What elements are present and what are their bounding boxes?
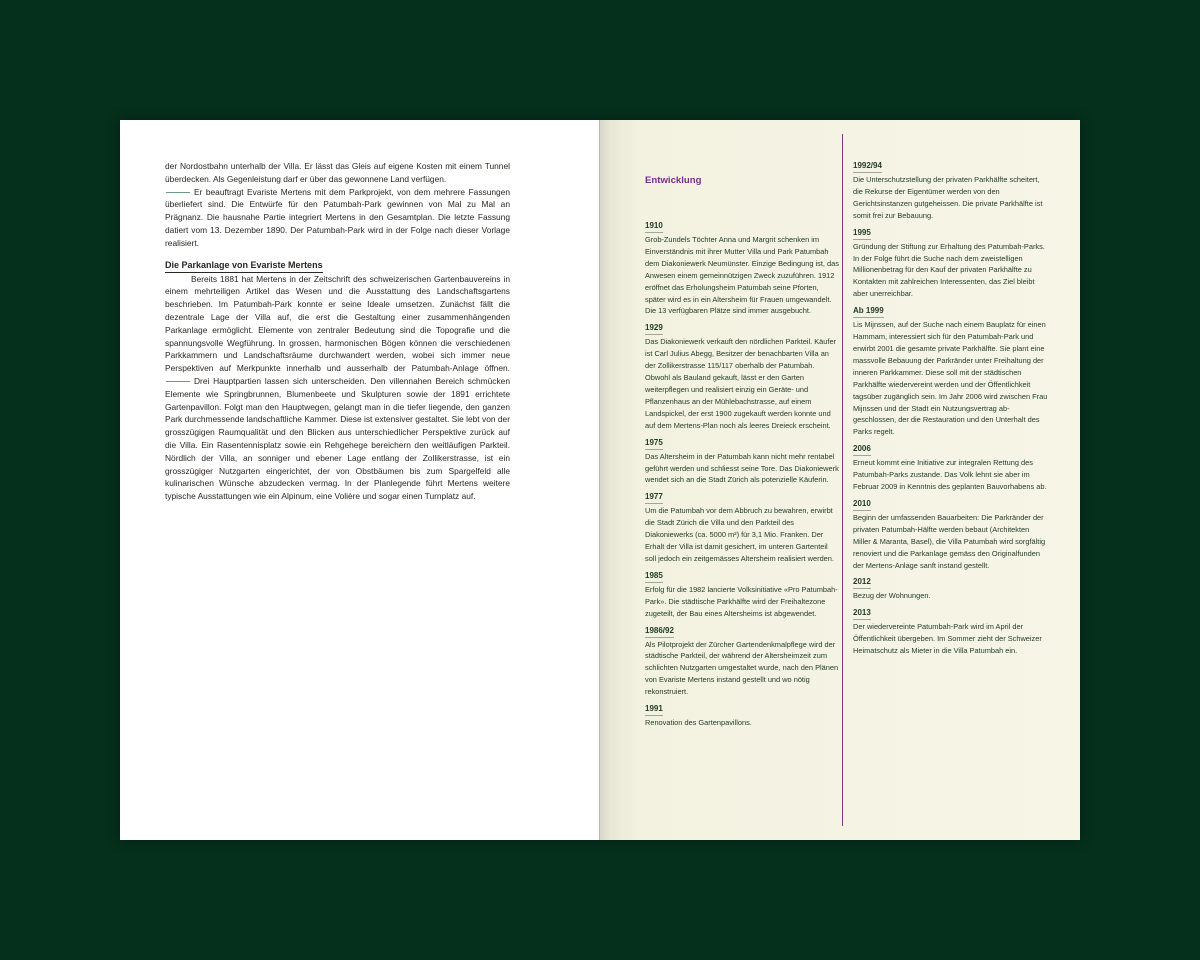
timeline-year: 1929 bbox=[645, 322, 663, 335]
timeline-year: 1975 bbox=[645, 437, 663, 450]
timeline-year: Ab 1999 bbox=[853, 305, 884, 318]
timeline-text: Renovation des Gartenpavillons. bbox=[645, 718, 752, 728]
left-page bbox=[120, 120, 600, 840]
timeline-text: Der wiedervereinte Patumbah-Park wird im April der Öffentlichkeit übergeben. Im Sommer zieht der Schweizer Heimatschutz als Mieter in die Villa Patumbah ein. bbox=[853, 622, 1042, 656]
paragraph-2-part-1: Bereits 1881 hat Mertens in der Zeitschrift des schweizerischen Gartenbauvereins in einem mehrteiligen Artikel das Wesen und die Ausstattung des Landschaftsgartens beschrieben. Im Patumbah-Park konnte er seine Ideale umsetzen. Zunächst fällt die dezentrale Lage der Villa auf, die erst die Gestaltung einer zusammenhängenden Parkanlage ermöglicht. Elemente von zentraler Bedeutung sind die Topografie und die spannungsvolle Wegführung. In grossen, harmonischen Bögen können die verschiedenen Parkkammern und Landschaftsräume durchwandert werden, wobei sich immer neue Perspektiven auf Merkpunkte innerhalb und ausserhalb der Patumbah-Anlage öffnen. bbox=[165, 273, 510, 374]
timeline-entry bbox=[853, 227, 1048, 301]
timeline-year: 1986/92 bbox=[645, 625, 674, 638]
timeline-text: Das Diakoniewerk verkauft den nördlichen Parkteil. Käufer ist Carl Julius Abegg, Besitzer der benachbarten Villa an der Zollikerstrasse 115/117 oberhalb der Patumbah. Obwohl als Bauland gekauft, lässt er den Garten weiterpflegen und realisiert einzig ein Geräte- und Pflanzenhaus an der Mühlebachstrasse, auf einem Landspickel, der erst 1900 zugekauft werden konnte und auf dem Mertens-Plan noch als leeres Dreieck erscheint. bbox=[645, 337, 837, 430]
timeline-text: Um die Patumbah vor dem Abbruch zu bewahren, erwirbt die Stadt Zürich die Villa und den Parkteil des Diakoniewerks (ca. 5000 m²) für 3,1 Mio. Franken. Der Erhalt der Villa ist damit gesichert, im unteren Gartenteil soll jedoch ein zeitgemässes Altersheim realisiert werden. bbox=[645, 506, 834, 563]
paragraph-2-part-2: Drei Hauptpartien lassen sich unterscheiden. Den villennahen Bereich schmücken Elemente wie Springbrunnen, Blumenbeete und Skulpturen sowie der 1891 errichtete Gartenpavillon. Folgt man den Hauptwegen, gelangt man in die tiefer liegende, den ganzen Park durchmessende landschaftliche Kammer. Diese ist extensiver gestaltet. Sie lebt von der grosszügigen Raumqualität und den Blicken aus unterschiedlicher Perspektive zurück auf die Villa. Ein Rasentennisplatz sowie ein Rehgehege bereichern den weitläufigen Parkteil. Nördlich der Villa, an sonniger und ebener Lage entlang der Zollikerstrasse, ist ein grosszügiger Nutzgarten eingerichtet, der von Obstbäumen bis zum Spargelfeld alle kulinarischen Wünsche abzudecken vermag. In der Planlegende führt Mertens weitere typische Ausstattungen wie ein Alpinum, eine Volière und sogar einen Turnplatz auf. bbox=[165, 375, 510, 502]
timeline-text: Beginn der umfassenden Bauarbeiten: Die Parkränder der privaten Patumbah-Hälfte werden bebaut (Architekten Miller & Maranta, Basel), die Villa Patumbah wird sorgfältig renoviert und die Parkanlage gemäss den Originalfunden der Mertens-Anlage sanft instand gestellt. bbox=[853, 512, 1046, 570]
timeline-column-b bbox=[853, 160, 1048, 662]
timeline-entry bbox=[645, 220, 840, 317]
timeline-year: 1977 bbox=[645, 491, 663, 504]
timeline-entry bbox=[645, 625, 840, 699]
timeline-year: 1995 bbox=[853, 227, 871, 240]
gutter bbox=[599, 120, 600, 840]
timeline-year: 2013 bbox=[853, 607, 871, 620]
column-divider bbox=[842, 134, 843, 826]
timeline-year: 1991 bbox=[645, 703, 663, 716]
timeline-entry bbox=[645, 322, 840, 431]
timeline-entry bbox=[853, 498, 1048, 572]
timeline-year: 1992/94 bbox=[853, 160, 882, 173]
dash-rule bbox=[166, 192, 190, 193]
timeline-title: Entwicklung bbox=[645, 175, 702, 186]
section-heading: Die Parkanlage von Evariste Mertens bbox=[165, 259, 323, 273]
timeline-text: Erneut kommt eine Initiative zur integralen Rettung des Patumbah-Parks zustande. Das Volk lehnt sie aber im Februar 2009 in Kenntnis des geplanten Bauvorhabens ab. bbox=[853, 458, 1047, 492]
paragraph-1 bbox=[165, 160, 510, 250]
timeline-text: Gründung der Stiftung zur Erhaltung des Patumbah-Parks. In der Folge führt die Suche nach dem zweistelligen Millionenbetrag für den Kauf der privaten Parkhälfte zu Kontakten mit zahlreichen Interessenten, das Ziel bleibt aber unerreichbar. bbox=[853, 241, 1045, 299]
timeline-text: Bezug der Wohnungen. bbox=[853, 591, 931, 601]
timeline-text: Die Unterschutzstellung der privaten Parkhälfte scheitert, die Rekurse der Eigentümer werden von den Gerichtsinstanzen gutgeheissen. Die private Parkhälfte ist somit frei zur Bebauung. bbox=[853, 175, 1043, 220]
timeline-text: Das Altersheim in der Patumbah kann nicht mehr rentabel geführt werden und schliesst seine Tore. Das Diakoniewerk wendet sich an die Stadt Zürich als potenzielle Käuferin. bbox=[645, 451, 839, 485]
timeline-year: 1910 bbox=[645, 220, 663, 233]
left-page-body bbox=[165, 160, 510, 503]
timeline-entry bbox=[645, 570, 840, 620]
timeline-text: Erfolg für die 1982 lancierte Volksinitiative «Pro Patumbah-Park». Die städtische Parkhälfte wird der Freihaltezone zugeteilt, der Bau eines Altersheims ist abgewendet. bbox=[645, 584, 838, 618]
timeline-entry bbox=[853, 576, 1048, 602]
timeline-year: 2010 bbox=[853, 498, 871, 511]
timeline-entry bbox=[853, 607, 1048, 657]
timeline-text: Grob-Zundels Töchter Anna und Margrit schenken im Einverständnis mit ihrer Mutter Villa und Park Patumbah dem Diakoniewerk Neumünster. Einzige Bedingung ist, das Anwesen einem gemeinnützigen Zweck zuzuführen. 1912 eröffnet das Erholungsheim Patumbah seine Pforten, später wird es in ein Altersheim für Frauen umgewandelt. Die 13 verfügbaren Plätze sind immer ausgebucht. bbox=[645, 235, 839, 316]
timeline-year: 2006 bbox=[853, 443, 871, 456]
timeline-text: Als Pilotprojekt der Zürcher Gartendenkmalpflege wird der städtische Parkteil, der während der Altersheimzeit zum schlichten Nutzgarten umgestaltet wurde, nach den Plänen von Evariste Mertens instand gestellt und wo nötig rekonstruiert. bbox=[645, 639, 839, 697]
timeline-year: 1985 bbox=[645, 570, 663, 583]
timeline-text: Lis Mijnssen, auf der Suche nach einem Bauplatz für einen Hammam, interessiert sich für den Patumbah-Park und erwirbt 2001 die gesamte private Parkhälfte. Sie plant eine massvolle Bebauung der Parkränder unter Freihaltung der inneren Parkkammer. Diese soll mit der städtischen Parkhälfte wiedervereint werden und der Öffentlichkeit tagsüber zugänglich sein. Im Jahr 2006 wird zwischen Frau Mijnssen und der Stadt ein Nutzungsvertrag abgeschlossen, der die Restauration und den Unterhalt des Parks regelt. bbox=[853, 320, 1048, 437]
paragraph-1-part-2: Er beauftragt Evariste Mertens mit dem Parkprojekt, von dem mehrere Fassungen überliefert sind. Die Entwürfe für den Patumbah-Park gewinnen von Mal zu Mal an Prägnanz. Die hausnahe Partie integriert Mertens in den Gesamtplan. Die letzte Fassung datiert vom 13. Dezember 1890. Der Patumbah-Park wird in der Folge nach dieser Vorlage realisiert. bbox=[165, 186, 510, 248]
paragraph-2 bbox=[165, 273, 510, 503]
dash-rule bbox=[166, 381, 190, 382]
timeline-entry bbox=[853, 160, 1048, 222]
paragraph-1-part-1: der Nordostbahn unterhalb der Villa. Er lässt das Gleis auf eigene Kosten mit einem Tunnel überdecken. Als Gegenleistung darf er über das gewonnene Land verfügen. bbox=[165, 161, 510, 184]
timeline-entry bbox=[645, 491, 840, 565]
timeline-entry bbox=[645, 703, 840, 729]
timeline-year: 2012 bbox=[853, 576, 871, 589]
timeline-entry bbox=[853, 305, 1048, 438]
timeline-column-a bbox=[645, 220, 840, 734]
timeline-entry bbox=[853, 443, 1048, 493]
timeline-entry bbox=[645, 437, 840, 487]
